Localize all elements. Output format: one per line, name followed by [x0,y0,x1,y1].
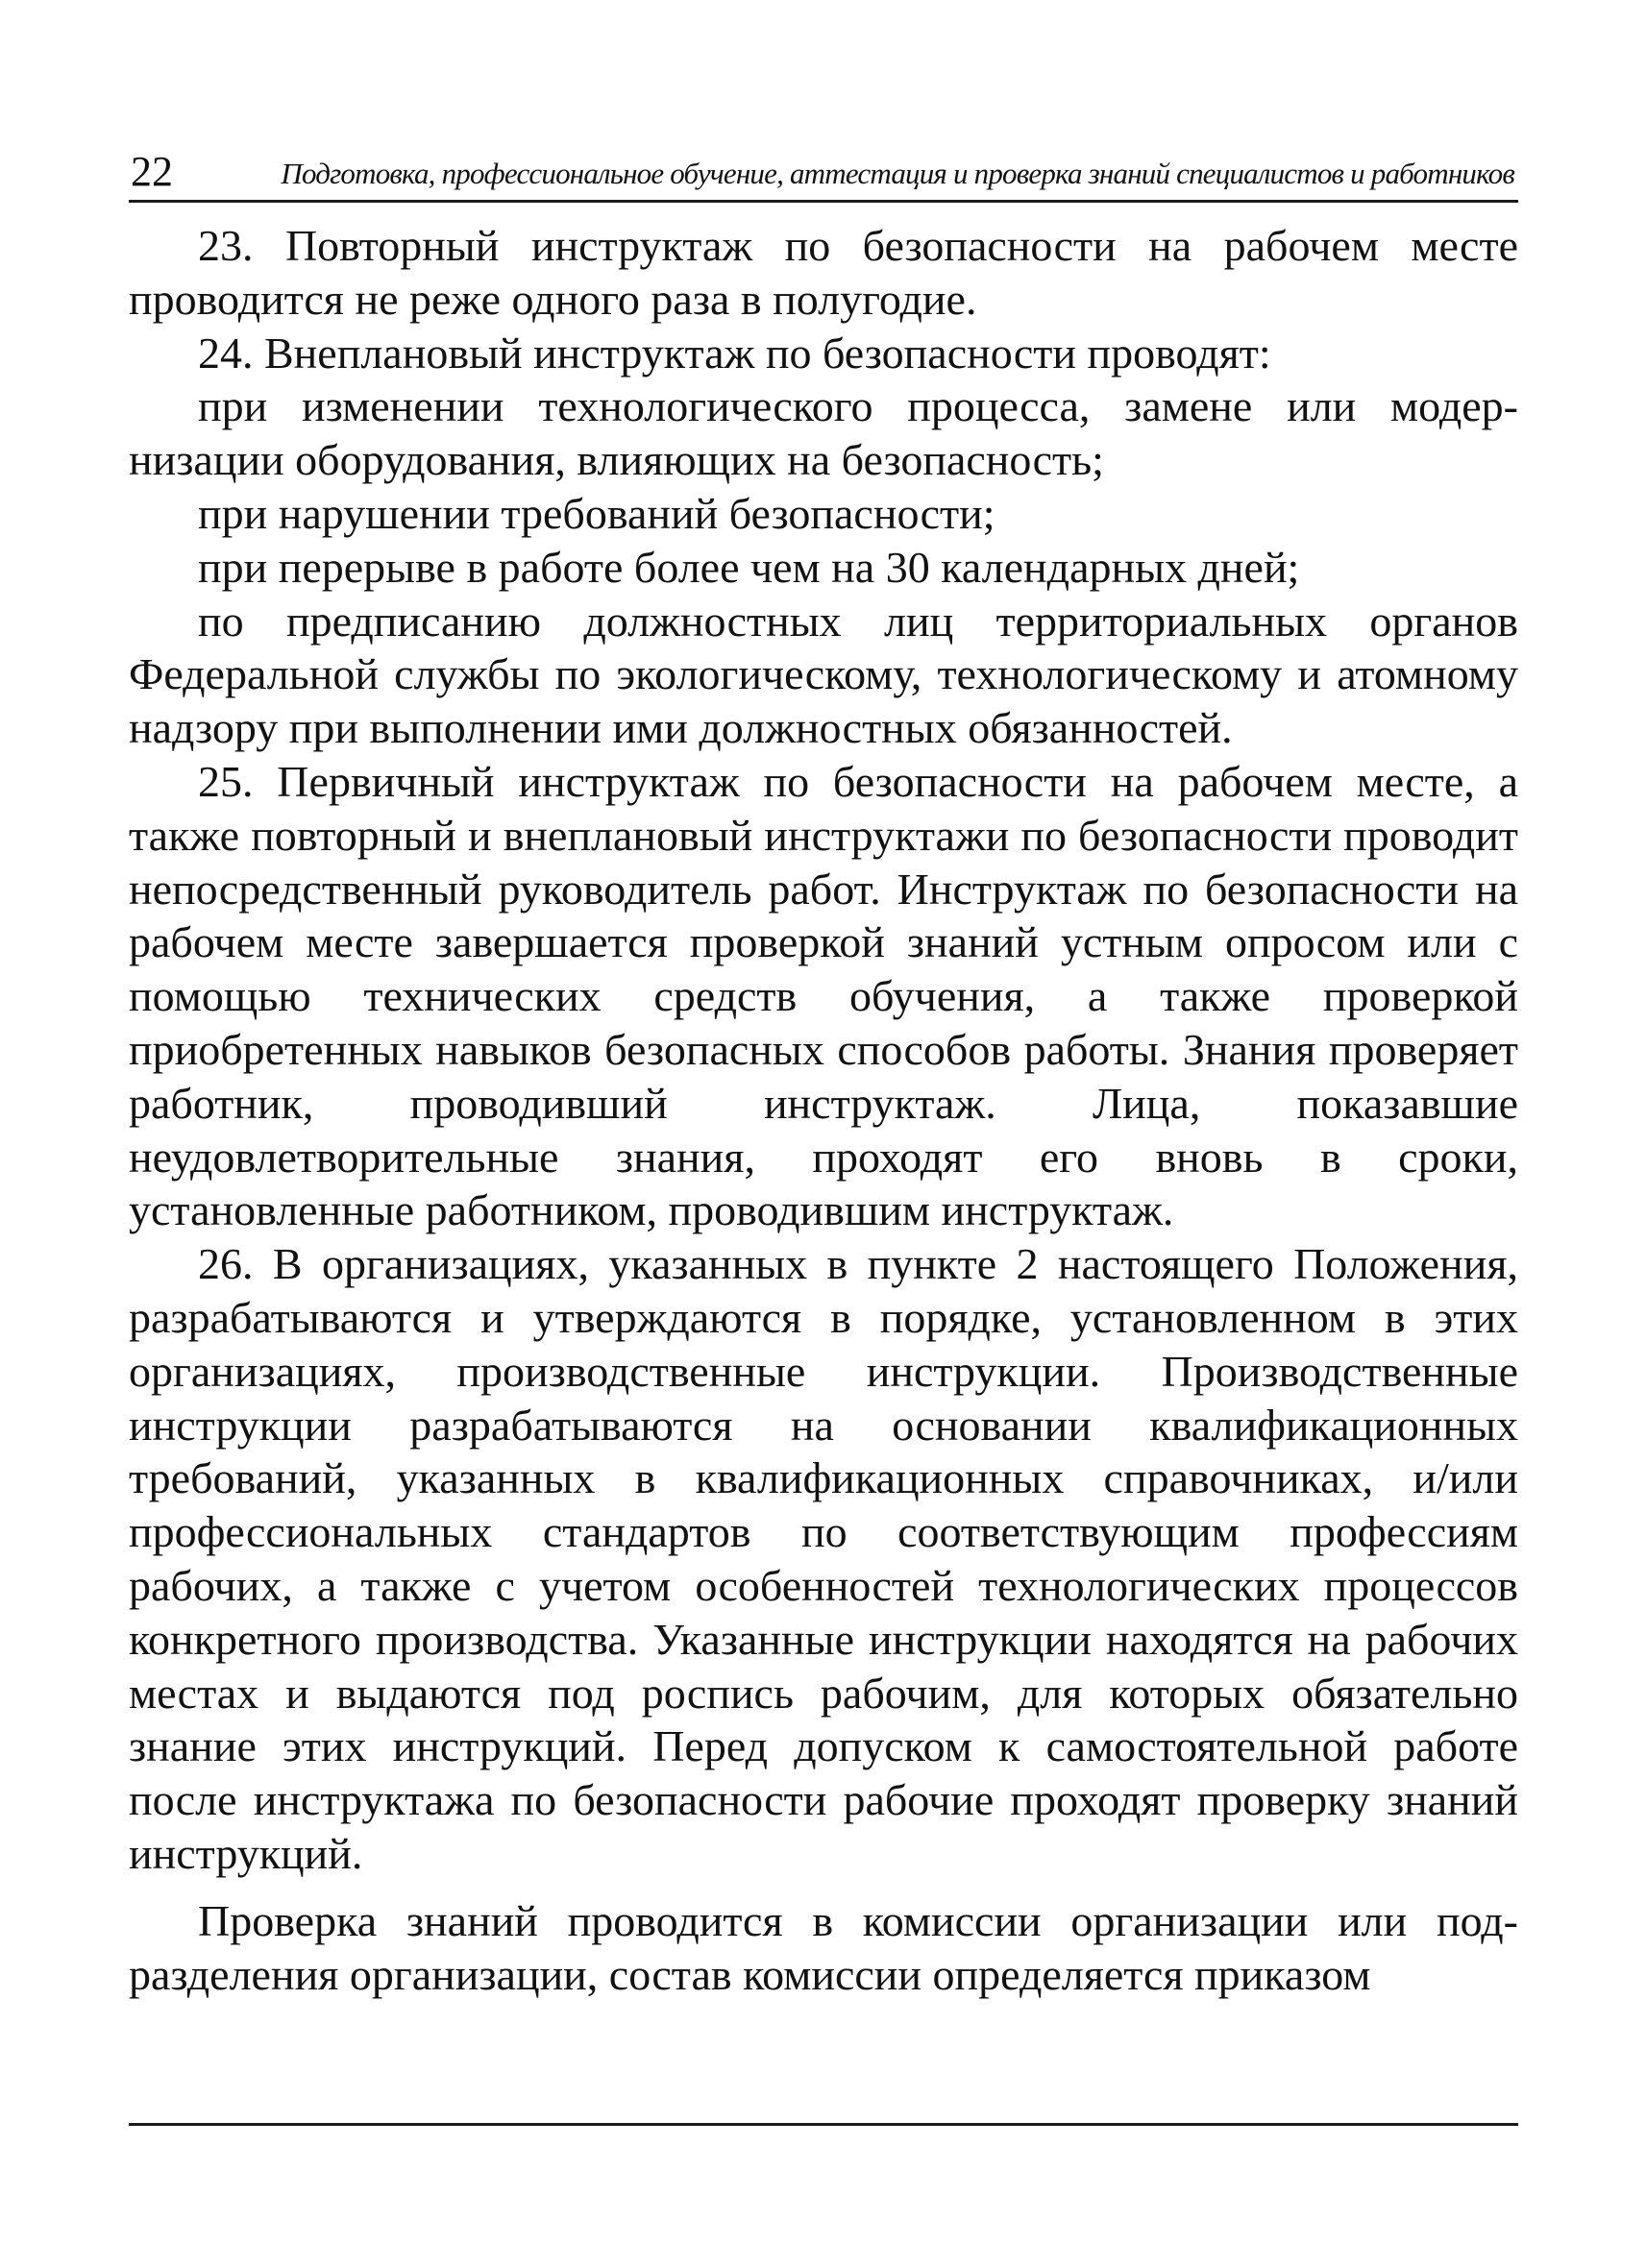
page-header [129,142,1518,203]
list-item-work-break: при перерыве в работе более чем на 30 календарных дней; [198,542,1300,592]
paragraph-26: 26. В организациях, указанных в пункте 2 настоящего Положения, разрабатываются и утверждаются в порядке, установленном в этих организациях, производственные инструкции. Производственные инструкции разрабатываются на основании квалификационных требований, указанных в квалификационных справочниках, и/или профессиональных стандартов по соответствующим профессиям рабочих, а также с учетом особенностей технологических процессов конкретного производства. Указанные инструкции находятся на рабочих местах и выдаются под роспись рабочим, для которых обязательно знание этих инструкций. Перед допуском к самостоятельной работе после инструктажа по безопасности рабочие проходят проверку знаний инструкций. [129,1239,1518,1878]
footer-rule [129,2123,1518,2126]
paragraph-23: 23. Повторный инструктаж по безопасности на рабочем месте проводится не реже одного раза в полугодие. [129,221,1518,324]
paragraph-24: 24. Внеплановый инструктаж по безопасности проводят: [198,328,1271,378]
list-item-official-order: по предписанию должностных лиц территориальных органов Федеральной службы по экологическому, технологическому и атомному надзору при выполнении ими должностных обязанностей. [129,596,1518,753]
list-item-process-change: при изменении технологического процесса, замене или модернизации оборудования, влияющих на безопасность; [129,381,1518,485]
body-text [129,219,1518,2001]
page-number: 22 [131,148,173,195]
running-title: Подготовка, профессиональное обучение, аттестация и проверка знаний специалистов и работников [281,157,1514,190]
paragraph-25: 25. Первичный инструктаж по безопасности на рабочем месте, а также повторный и внеплановый инструктажи по безопасности проводит непосредственный руководитель работ. Инструктаж по безопасности на рабочем месте завершается проверкой знаний устным опросом или с помощью технических средств обучения, а также проверкой приобретенных навыков безопасных способов работы. Знания проверяет работник, проводивший инструктаж. Лица, показавшие неудовлетворительные знания, проходят его вновь в сроки, установленные работником, проводившим инструктаж. [129,756,1518,1235]
paragraph-knowledge-check: Проверка знаний проводится в комиссии организации или подразделения организации, состав комиссии определяется приказом [129,1895,1518,1999]
list-item-violation: при нарушении требований безопасности; [198,488,995,538]
